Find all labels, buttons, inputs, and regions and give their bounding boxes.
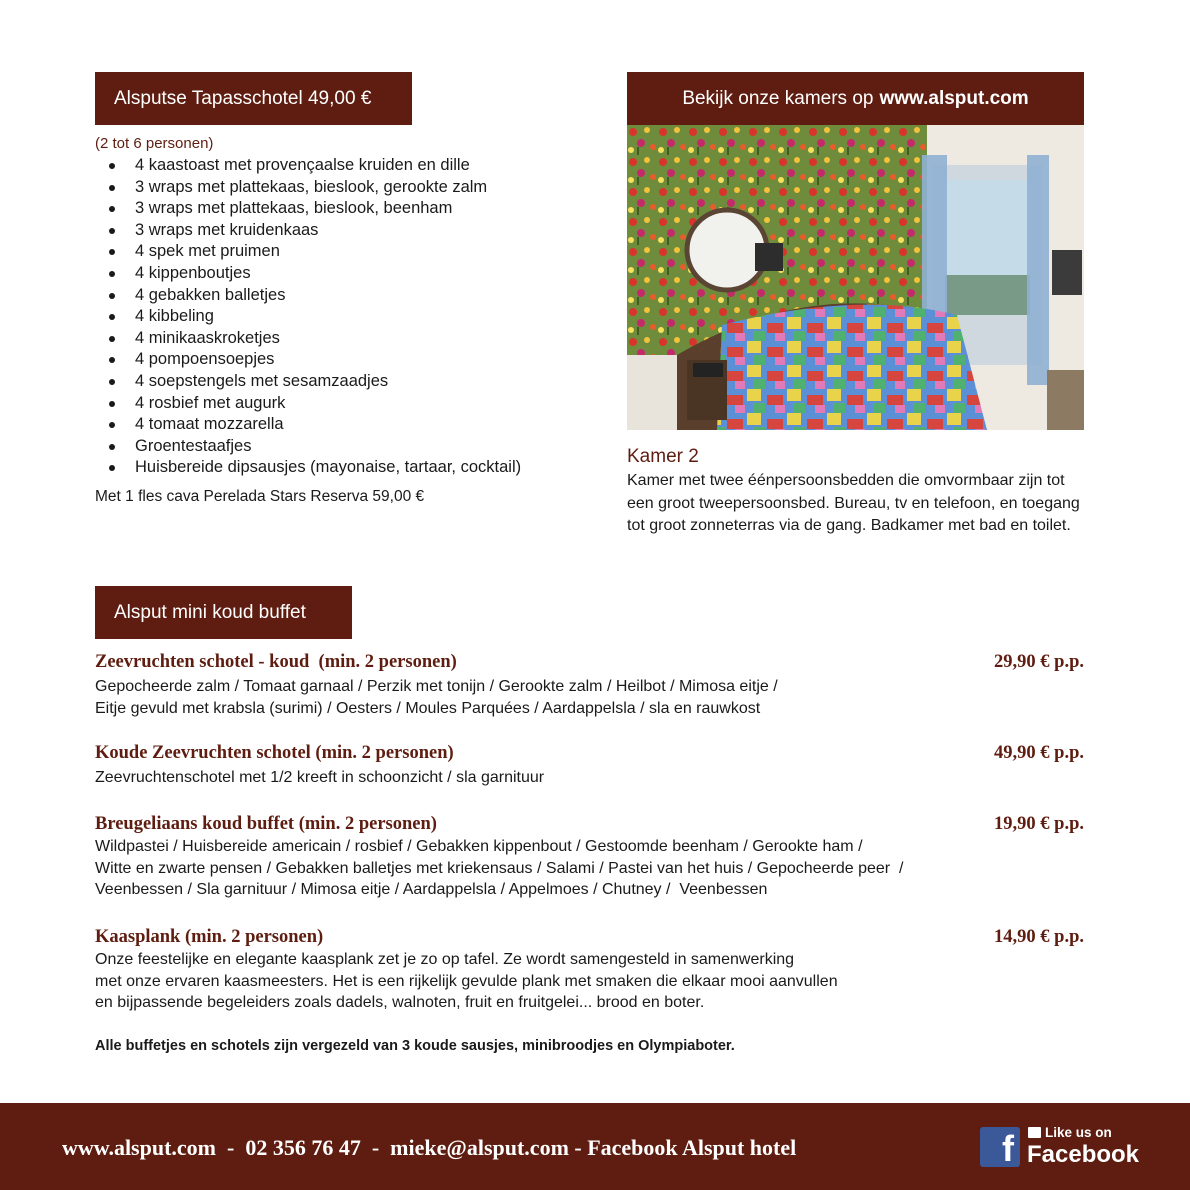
footer-contact: www.alsput.com - 02 356 76 47 - mieke@alsput.com - Facebook Alsput hotel (62, 1135, 797, 1160)
buffet-item-price: 49,90 € p.p. (994, 743, 1084, 763)
room-photo (627, 125, 1084, 430)
tapas-list-item: 3 wraps met plattekaas, bieslook, gerookte zalm (135, 177, 521, 199)
facebook-like-text: Like us on (1045, 1125, 1112, 1140)
rooms-banner (627, 72, 1084, 125)
buffet-item-title: Zeevruchten schotel - koud (min. 2 personen) (95, 652, 457, 672)
tapas-list-item: 4 kippenboutjes (135, 263, 521, 285)
tapas-list-item: 4 gebakken balletjes (135, 285, 521, 307)
buffet-item-price: 19,90 € p.p. (994, 814, 1084, 834)
tapas-list-item: Huisbereide dipsausjes (mayonaise, tartaar, cocktail) (135, 457, 521, 479)
tapas-persons: (2 tot 6 personen) (95, 135, 214, 152)
facebook-letter: f (1002, 1128, 1014, 1167)
tapas-banner-title: Alsputse Tapasschotel 49,00 € (114, 87, 372, 109)
buffet-item-price: 29,90 € p.p. (994, 652, 1084, 672)
facebook-name[interactable]: Facebook (1027, 1141, 1140, 1168)
buffet-item-title: Breugeliaans koud buffet (min. 2 personen) (95, 814, 437, 834)
tapas-list-item: Groentestaafjes (135, 436, 521, 458)
tapas-banner (95, 72, 412, 125)
thumbs-up-icon (1028, 1127, 1041, 1138)
cava-note: Met 1 fles cava Perelada Stars Reserva 59,00 € (95, 488, 425, 505)
tapas-list-item: 4 pompoensoepjes (135, 349, 521, 371)
facebook-like-label[interactable] (1028, 1125, 1112, 1140)
buffet-item-description: Zeevruchtenschotel met 1/2 kreeft in schoonzicht / sla garnituur (95, 769, 545, 786)
tapas-list-item: 3 wraps met plattekaas, bieslook, beenham (135, 198, 521, 220)
buffet-item-title: Kaasplank (min. 2 personen) (95, 927, 324, 947)
tapas-list-item: 4 minikaaskroketjes (135, 328, 521, 350)
footer (0, 1103, 1190, 1190)
buffet-item-description: Onze feestelijke en elegante kaasplank zet je zo op tafel. Ze wordt samengesteld in samenwerking met onze ervaren kaasmeesters. Het is een rijkelijk gevulde plank met smaken die elkaar mooi aanvullen en bijpassende begeleiders zoals dadels, walnoten, fruit en fruitgelei... brood en boter. (95, 951, 838, 1011)
closing-note: Alle buffetjes en schotels zijn vergezeld van 3 koude sausjes, minibroodjes en Olympiaboter. (95, 1038, 735, 1054)
tapas-list-item: 3 wraps met kruidenkaas (135, 220, 521, 242)
room-title: Kamer 2 (627, 446, 699, 467)
rooms-banner-link[interactable]: www.alsput.com (879, 87, 1029, 109)
tapas-list-item: 4 spek met pruimen (135, 241, 521, 263)
facebook-logo-icon[interactable] (980, 1127, 1020, 1167)
buffet-item-price: 14,90 € p.p. (994, 927, 1084, 947)
room-description: Kamer met twee éénpersoonsbedden die omvormbaar zijn tot een groot tweepersoonsbed. Bureau, tv en telefoon, en toegang tot groot zonneterras via de gang. Badkamer met bad en toilet. (627, 472, 1080, 534)
tapas-list-item: 4 soepstengels met sesamzaadjes (135, 371, 521, 393)
tapas-list-item: 4 rosbief met augurk (135, 393, 521, 415)
tapas-list (95, 155, 521, 479)
tapas-list-item: 4 tomaat mozzarella (135, 414, 521, 436)
buffet-item-description: Wildpastei / Huisbereide americain / rosbief / Gebakken kippenbout / Gestoomde beenham / Gerookte ham / Witte en zwarte pensen / Gebakken balletjes met kriekensaus / Salami / Pastei van het huis / Gepocheerde peer / Veenbessen / Sla garnituur / Mimosa eitje / Aardappelsla / Appelmoes / Chutney / Veenbessen (95, 838, 904, 898)
tapas-list-item: 4 kibbeling (135, 306, 521, 328)
buffet-banner (95, 586, 352, 639)
rooms-banner-text: Bekijk onze kamers op (682, 87, 874, 109)
buffet-item-title: Koude Zeevruchten schotel (min. 2 personen) (95, 743, 454, 763)
buffet-item-description: Gepocheerde zalm / Tomaat garnaal / Perzik met tonijn / Gerookte zalm / Heilbot / Mimosa eitje / Eitje gevuld met krabsla (surimi) / Oesters / Moules Parquées / Aardappelsla / sla en rauwkost (95, 678, 778, 717)
room-photo-drawing (627, 125, 1084, 430)
tapas-list-item: 4 kaastoast met provençaalse kruiden en dille (135, 155, 521, 177)
buffet-banner-title: Alsput mini koud buffet (114, 601, 306, 623)
